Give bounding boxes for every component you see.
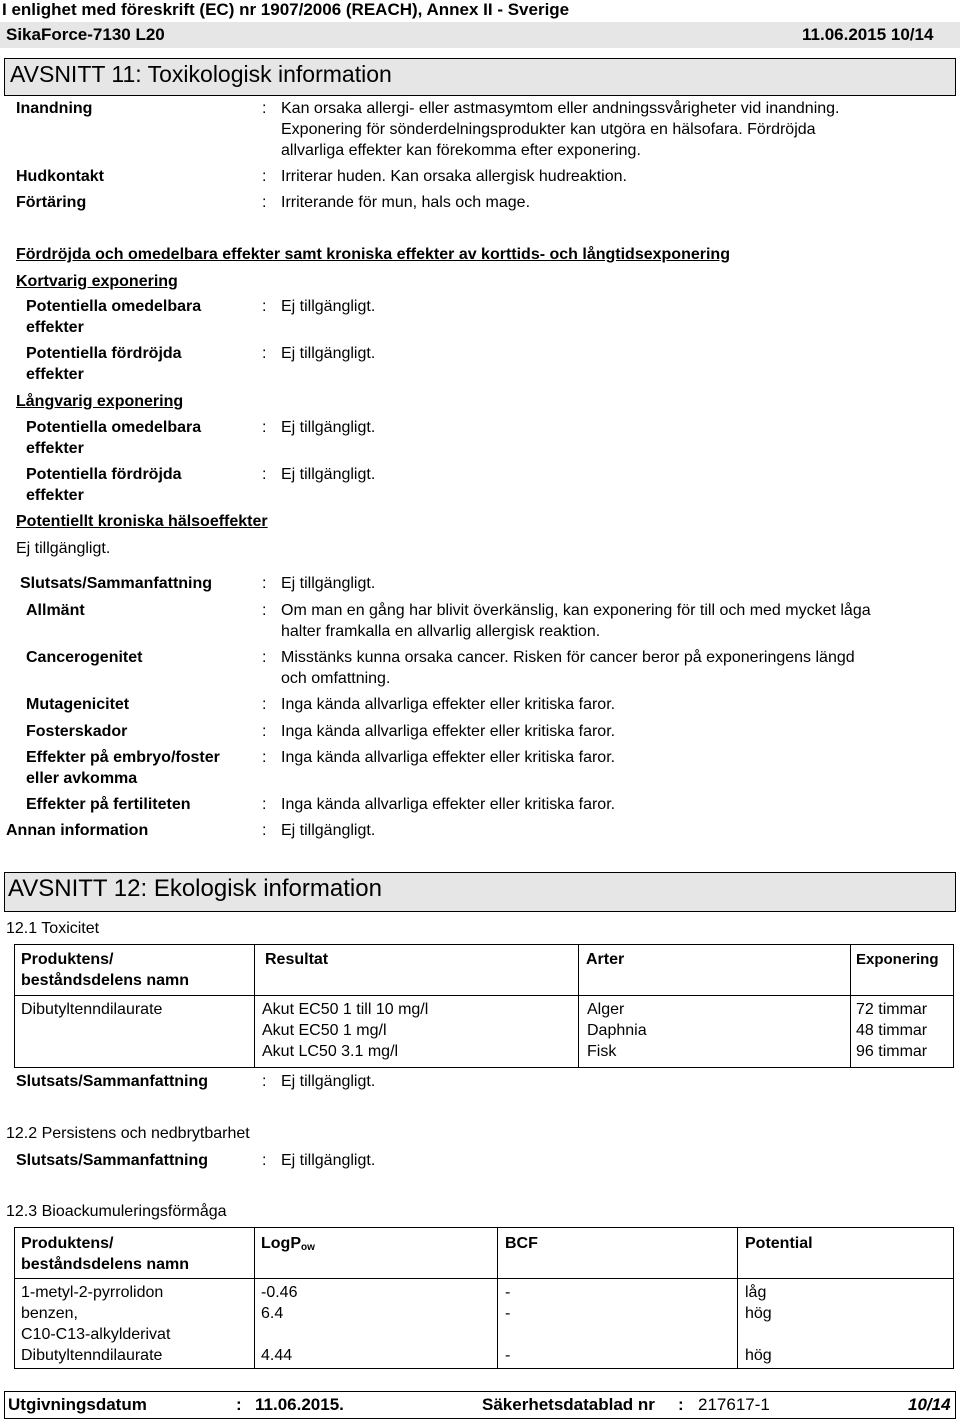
delayed-effects-label: Potentiella fördröjda [26,345,182,362]
issue-date-value: 11.06.2015. [255,1395,344,1414]
inhalation-text-2: Exponering för sönderdelningsprodukter kan utgöra en hälsofara. Fördröjda [281,121,816,138]
colon: : [262,649,267,666]
immediate-effects-label: Potentiella omedelbara [26,298,202,315]
section-12-title: AVSNITT 12: Ekologisk information [8,875,382,902]
regulation-header: I enlighet med föreskrift (EC) nr 1907/2006 (REACH), Annex II - Sverige [2,0,570,19]
tox-row-result: Akut EC50 1 mg/l [262,1022,387,1039]
inhalation-text-1: Kan orsaka allergi- eller astmasymtom eller andningssvårigheter vid inandning. [281,100,840,117]
tox-row-exposure: 96 timmar [856,1043,928,1060]
tox-row-result: Akut LC50 3.1 mg/l [262,1043,399,1060]
general-label: Allmänt [26,602,85,619]
other-info-label: Annan information [6,822,149,839]
colon: : [262,345,267,362]
ingestion-text: Irriterande för mun, hals och mage. [281,194,531,211]
bio-row-bcf: - [505,1305,511,1322]
tox-summary-label: Slutsats/Sammanfattning [16,1073,209,1090]
bio-col-divider [497,1227,498,1369]
embryo-effects-label-2: eller avkomma [26,770,138,787]
tox-col-divider [578,944,579,1068]
bio-row-potential: hög [745,1347,772,1364]
chronic-value: Ej tillgängligt. [16,540,111,557]
immediate-effects-label-2: effekter [26,440,84,457]
colon: : [262,696,267,713]
value-not-available: Ej tillgängligt. [281,466,376,483]
general-text-1: Om man en gång har blivit överkänslig, kan exponering för till och med mycket låga [281,602,871,619]
colon: : [262,100,267,117]
tox-col-divider [850,944,851,1068]
tox-summary-value: Ej tillgängligt. [281,1073,376,1090]
persistence-summary-label: Slutsats/Sammanfattning [16,1152,209,1169]
other-info-value: Ej tillgängligt. [281,822,376,839]
embryo-effects-value: Inga kända allvarliga effekter eller kritiska faror. [281,749,616,766]
ingestion-label: Förtäring [16,194,87,211]
immediate-effects-label-2: effekter [26,319,84,336]
general-text-2: halter framkalla en allvarlig allergisk reaktion. [281,623,601,640]
tox-header-name-2: beståndsdelens namn [21,972,190,989]
persistence-heading: 12.2 Persistens och nedbrytbarhet [6,1125,250,1142]
fetal-damage-value: Inga kända allvarliga effekter eller kritiska faror. [281,723,616,740]
bio-row-logp: 4.44 [261,1347,293,1364]
logp-subscript: ow [301,1242,315,1253]
colon: : [262,419,267,436]
product-name: SikaForce-7130 L20 [6,25,165,44]
bio-header-name: Produktens/ [21,1235,114,1252]
tox-header-result: Resultat [265,951,329,968]
bio-row-name: benzen, [21,1305,78,1322]
colon: : [262,168,267,185]
value-not-available: Ej tillgängligt. [281,345,376,362]
tox-row-name: Dibutyltenndilaurate [21,1001,163,1018]
colon: : [262,575,267,592]
bio-header-bcf: BCF [505,1235,538,1252]
summary-value: Ej tillgängligt. [281,575,376,592]
skin-contact-label: Hudkontakt [16,168,104,185]
colon: : [262,1073,267,1090]
long-term-heading: Långvarig exponering [16,393,184,410]
tox-col-divider [254,944,255,1068]
tox-row-exposure: 48 timmar [856,1022,928,1039]
carcinogenicity-text-2: och omfattning. [281,670,391,687]
colon: : [262,796,267,813]
colon: : [262,298,267,315]
colon: : [262,194,267,211]
delayed-effects-label-2: effekter [26,366,84,383]
bio-row-potential: hög [745,1305,772,1322]
tox-row-species: Daphnia [587,1022,647,1039]
tox-row-species: Fisk [587,1043,617,1060]
sds-number-value: 217617-1 [698,1395,770,1414]
tox-row-exposure: 72 timmar [856,1001,928,1018]
persistence-summary-value: Ej tillgängligt. [281,1152,376,1169]
tox-header-species: Arter [586,951,625,968]
colon: : [262,822,267,839]
delayed-effects-heading: Fördröjda och omedelbara effekter samt kroniska effekter av korttids- och långtidsexponering [16,246,730,263]
bio-row-bcf: - [505,1347,511,1364]
fetal-damage-label: Fosterskador [26,723,128,740]
delayed-effects-label-2: effekter [26,487,84,504]
header-date-page: 11.06.2015 10/14 [802,25,934,44]
bio-row-bcf: - [505,1284,511,1301]
footer-page: 10/14 [908,1395,951,1414]
toxicity-heading: 12.1 Toxicitet [6,920,100,937]
colon: : [262,466,267,483]
tox-header-exposure: Exponering [856,951,939,968]
bio-row-logp: -0.46 [261,1284,298,1301]
tox-header-divider [14,995,954,996]
colon: : [262,1152,267,1169]
immediate-effects-label: Potentiella omedelbara [26,419,202,436]
short-term-heading: Kortvarig exponering [16,273,178,290]
logp-label: LogP [261,1235,301,1252]
carcinogenicity-text-1: Misstänks kunna orsaka cancer. Risken för cancer beror på exponeringens längd [281,649,855,666]
value-not-available: Ej tillgängligt. [281,298,376,315]
value-not-available: Ej tillgängligt. [281,419,376,436]
sds-number-label: Säkerhetsdatablad nr [482,1395,655,1414]
colon: : [262,602,267,619]
embryo-effects-label: Effekter på embryo/foster [26,749,220,766]
bio-header-name-2: beståndsdelens namn [21,1256,190,1273]
colon: : [678,1395,684,1414]
summary-label: Slutsats/Sammanfattning [20,575,213,592]
bioaccumulation-heading: 12.3 Bioackumuleringsförmåga [6,1203,227,1220]
chronic-effects-heading: Potentiellt kroniska hälsoeffekter [16,513,268,530]
bio-row-logp: 6.4 [261,1305,284,1322]
fertility-value: Inga kända allvarliga effekter eller kritiska faror. [281,796,616,813]
bio-header-logp [261,1234,315,1258]
colon: : [262,749,267,766]
bio-header-potential: Potential [745,1235,813,1252]
tox-row-result: Akut EC50 1 till 10 mg/l [262,1001,429,1018]
section-11-title: AVSNITT 11: Toxikologisk information [10,61,392,87]
inhalation-label: Inandning [16,100,93,117]
bio-row-name: 1-metyl-2-pyrrolidon [21,1284,164,1301]
fertility-label: Effekter på fertiliteten [26,796,191,813]
bio-header-divider [14,1278,954,1279]
bio-row-name-2: C10-C13-alkylderivat [21,1326,171,1343]
tox-row-species: Alger [587,1001,625,1018]
tox-header-name: Produktens/ [21,951,114,968]
mutagenicity-value: Inga kända allvarliga effekter eller kritiska faror. [281,696,616,713]
issue-date-label: Utgivningsdatum [8,1395,147,1414]
mutagenicity-label: Mutagenicitet [26,696,130,713]
colon: : [262,723,267,740]
bio-row-name: Dibutyltenndilaurate [21,1347,163,1364]
colon: : [236,1395,242,1414]
delayed-effects-label: Potentiella fördröjda [26,466,182,483]
bio-row-potential: låg [745,1284,767,1301]
inhalation-text-3: allvarliga effekter kan förekomma efter exponering. [281,142,641,159]
skin-contact-text: Irriterar huden. Kan orsaka allergisk hudreaktion. [281,168,627,185]
bio-col-divider [254,1227,255,1369]
bio-col-divider [737,1227,738,1369]
carcinogenicity-label: Cancerogenitet [26,649,143,666]
